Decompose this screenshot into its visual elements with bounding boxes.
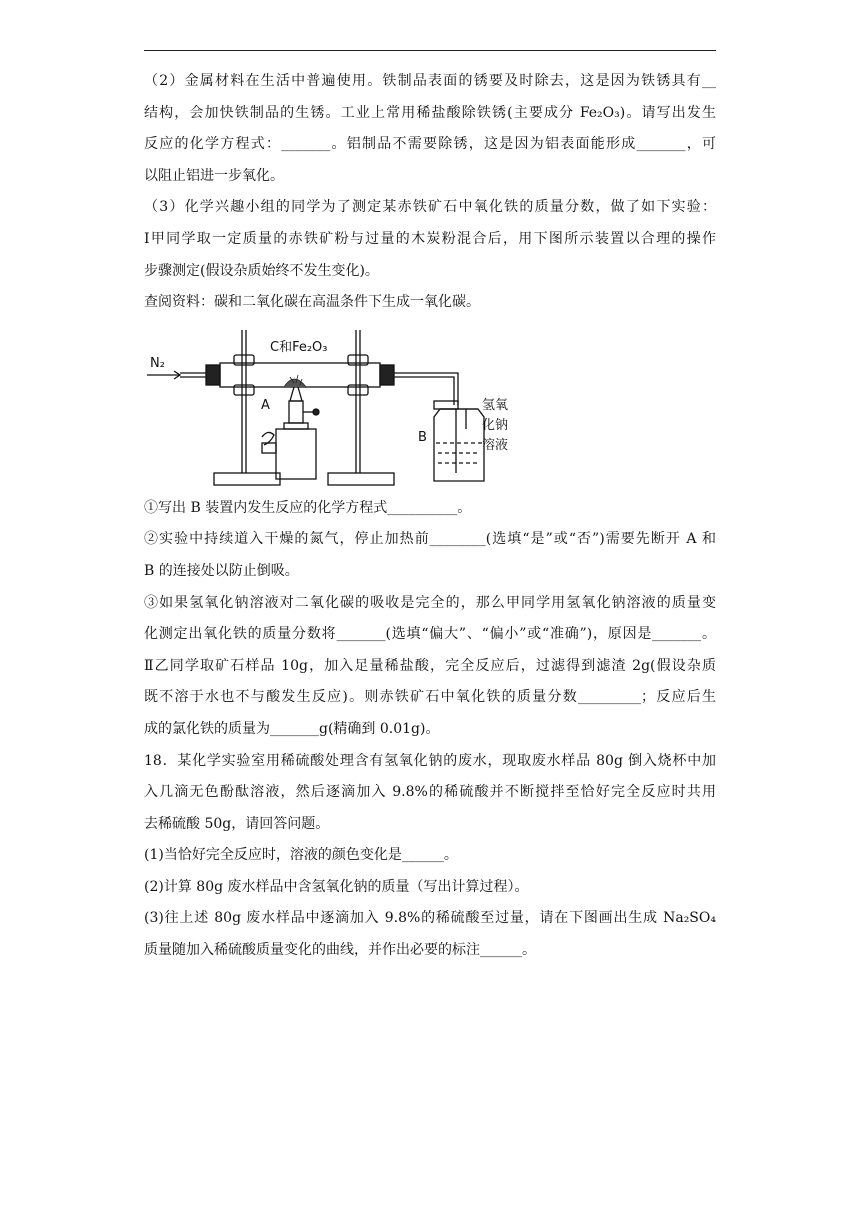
- bottle-label-line-3: 溶液: [482, 437, 509, 453]
- text-line: ①写出 B 装置内发生反应的化学方程式__________。: [144, 499, 472, 516]
- lamp-wick-holder: [289, 401, 303, 423]
- question-18-line: 18．某化学实验室用稀硫酸处理含有氢氧化钠的废水，现取废水样品 80g 倒入烧杯中加: [144, 752, 716, 769]
- gas-wash-bottle: [434, 409, 484, 481]
- text-line: 化测定出氧化铁的质量分数将_______(选填“偏大”、“偏小”或“准确”)，原因是_______。: [144, 626, 716, 643]
- text-line: 步骤测定(假设杂质始终不发生变化)。: [144, 262, 379, 279]
- text-line: （2）金属材料在生活中普遍使用。铁制品表面的锈要及时除去，这是因为铁锈具有__: [144, 73, 716, 89]
- text-line: ②实验中持续道入干燥的氮气，停止加热前________(选填“是”或“否”)需要先断开 A 和: [144, 531, 716, 548]
- text-line: (3)往上述 80g 废水样品中逐滴加入 9.8%的稀硫酸至过量，请在下图画出生成 Na₂SO₄: [144, 910, 716, 927]
- label-a: A: [261, 397, 270, 413]
- bottle-label-line-1: 氢氧: [482, 397, 509, 413]
- alcohol-lamp: [276, 429, 316, 479]
- text-line: 查阅资料：碳和二氧化碳在高温条件下生成一氧化碳。: [144, 294, 480, 311]
- gas-label: N₂: [150, 355, 165, 371]
- right-stand-base: [328, 473, 394, 485]
- text-line: (1)当恰好完全反应时，溶液的颜色变化是______。: [144, 847, 458, 864]
- left-stand-base: [214, 473, 280, 485]
- sample-powder: [284, 375, 306, 387]
- text-line: 反应的化学方程式：_______。铝制品不需要除锈，这是因为铝表面能形成_______，可: [144, 136, 716, 153]
- bottle-label-line-2: 化钠: [482, 417, 509, 433]
- text-line: 去稀硫酸 50g，请回答问题。: [144, 815, 330, 832]
- text-line: 入几滴无色酚酞溶液，然后逐滴加入 9.8%的稀硫酸并不断搅拌至恰好完全反应时共用: [144, 784, 716, 801]
- text-line: ③如果氢氧化钠溶液对二氧化碳的吸收是完全的，那么甲同学用氢氧化钠溶液的质量变: [144, 594, 716, 611]
- text-line: Ⅰ甲同学取一定质量的赤铁矿粉与过量的木炭粉混合后，用下图所示装置以合理的操作: [144, 230, 716, 247]
- text-line: 成的氯化铁的质量为_______g(精确到 0.01g)。: [144, 720, 440, 737]
- right-stopper: [380, 365, 394, 385]
- tube-label: C和Fe₂O₃: [270, 339, 328, 355]
- left-stopper: [206, 365, 220, 385]
- text-line: (2)计算 80g 废水样品中含氢氧化钠的质量（写出计算过程）。: [144, 878, 529, 895]
- text-line: （3）化学兴趣小组的同学为了测定某赤铁矿石中氧化铁的质量分数，做了如下实验：: [144, 199, 716, 216]
- text-line: 既不溶于水也不与酸发生反应)。则赤铁矿石中氧化铁的质量分数_________；反应后生: [144, 689, 716, 706]
- flame: [290, 387, 302, 401]
- apparatus-diagram: [144, 325, 524, 493]
- text-line: 质量随加入稀硫酸质量变化的曲线，并作出必要的标注______。: [144, 942, 536, 959]
- text-line: Ⅱ乙同学取矿石样品 10g，加入足量稀盐酸，完全反应后，过滤得到滤渣 2g(假设杂质: [144, 657, 716, 674]
- question-content: [144, 66, 716, 967]
- text-line: 结构，会加快铁制品的生锈。工业上常用稀盐酸除铁锈(主要成分 Fe₂O₃)。请写出发生: [144, 104, 716, 121]
- header-rule: [144, 50, 716, 51]
- text-line: 以阻止铝进一步氧化。: [144, 167, 284, 184]
- apparatus-figure: [144, 325, 716, 493]
- text-line: B 的连接处以防止倒吸。: [144, 562, 299, 579]
- label-b: B: [418, 429, 427, 445]
